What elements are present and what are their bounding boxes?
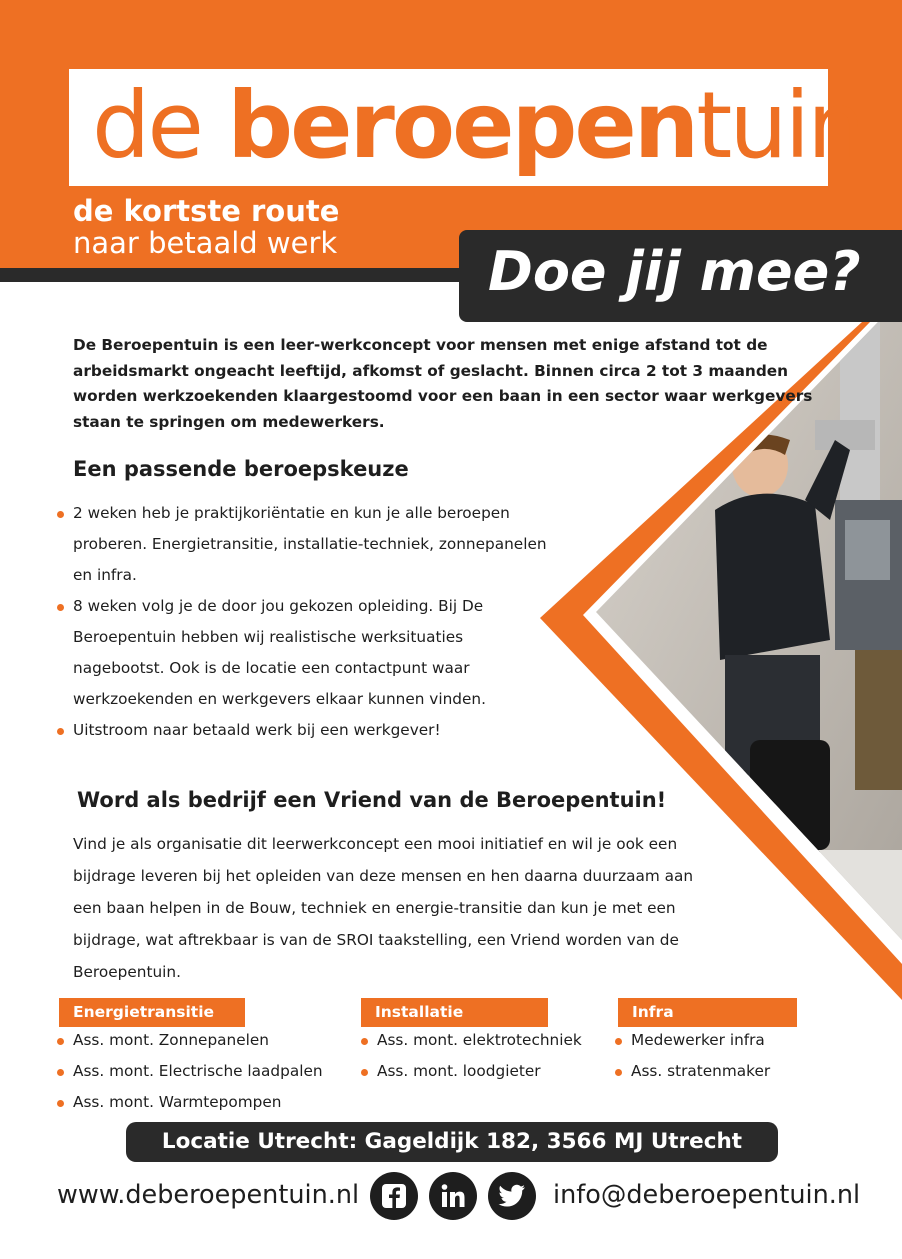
sector-label-installatie: Installatie [361,998,548,1027]
twitter-icon[interactable] [488,1172,536,1220]
list-item: Ass. mont. loodgieter [377,1056,582,1087]
linkedin-icon[interactable] [429,1172,477,1220]
intro-text: De Beroepentuin is een leer-werkconcept voor mensen met enige afstand tot de arbeidsmarkt ongeacht leeftijd, afkomst of geslacht. Binnen circa 2 tot 3 maanden worden werkzoekenden klaargestoomd voor een baan in een sector waar werkgevers staan te springen om medewerkers. [73,336,813,431]
logo-part-de: de [92,72,228,179]
logo-part-tuin: tuin [696,72,863,179]
friend-paragraph: Vind je als organisatie dit leerwerkconcept een mooi initiatief en wil je ook een bijdrage leveren bij het opleiden van deze mensen en hen daarna duurzaam aan een baan helpen in de Bouw, techniek en energie-transitie dan kun je met een bijdrage, wat aftrekbaar is van de SROI taakstelling, een Vriend worden van de Beroepentuin. [73,835,694,981]
list-item: Ass. mont. elektrotechniek [377,1025,582,1056]
tagline-bold: de kortste route [73,194,340,228]
logo-part-beroepen: beroepen [227,72,697,179]
facebook-icon[interactable] [370,1172,418,1220]
sector-label-energietransitie: Energietransitie [59,998,245,1027]
website-link[interactable]: www.deberoepentuin.nl [57,1180,360,1210]
email-link[interactable]: info@deberoepentuin.nl [553,1180,861,1210]
list-item: Ass. mont. Zonnepanelen [73,1025,323,1056]
twitter-glyph [498,1184,526,1208]
list-item: Ass. stratenmaker [631,1056,770,1087]
list-item: 8 weken volg je de door jou gekozen opleiding. Bij De Beroepentuin hebben wij realistische werksituaties nagebootst. Ook is de locatie een contactpunt waar werkzoekenden en werkgevers elkaar kunnen vinden. [73,591,553,715]
sector-label-infra: Infra [618,998,797,1027]
tagline-light: naar betaald werk [73,226,338,260]
location-banner: Locatie Utrecht: Gageldijk 182, 3566 MJ Utrecht [126,1122,778,1162]
section-title-career: Een passende beroepskeuze [73,457,409,481]
career-bullet-list [73,498,553,746]
sector-list-energietransitie [73,1025,323,1118]
list-item: 2 weken heb je praktijkoriëntatie en kun je alle beroepen proberen. Energietransitie, installatie-techniek, zonnepanelen en infra. [73,498,553,591]
section-title-friend: Word als bedrijf een Vriend van de Beroepentuin! [77,788,667,812]
cta-heading: Doe jij mee? [488,240,861,303]
list-item: Ass. mont. Electrische laadpalen [73,1056,323,1087]
list-item: Ass. mont. Warmtepompen [73,1087,323,1118]
sector-list-infra [631,1025,770,1087]
list-item: Medewerker infra [631,1025,770,1056]
linkedin-glyph [440,1183,466,1209]
facebook-glyph [381,1183,407,1209]
list-item: Uitstroom naar betaald werk bij een werkgever! [73,715,553,746]
sector-list-installatie [377,1025,582,1087]
